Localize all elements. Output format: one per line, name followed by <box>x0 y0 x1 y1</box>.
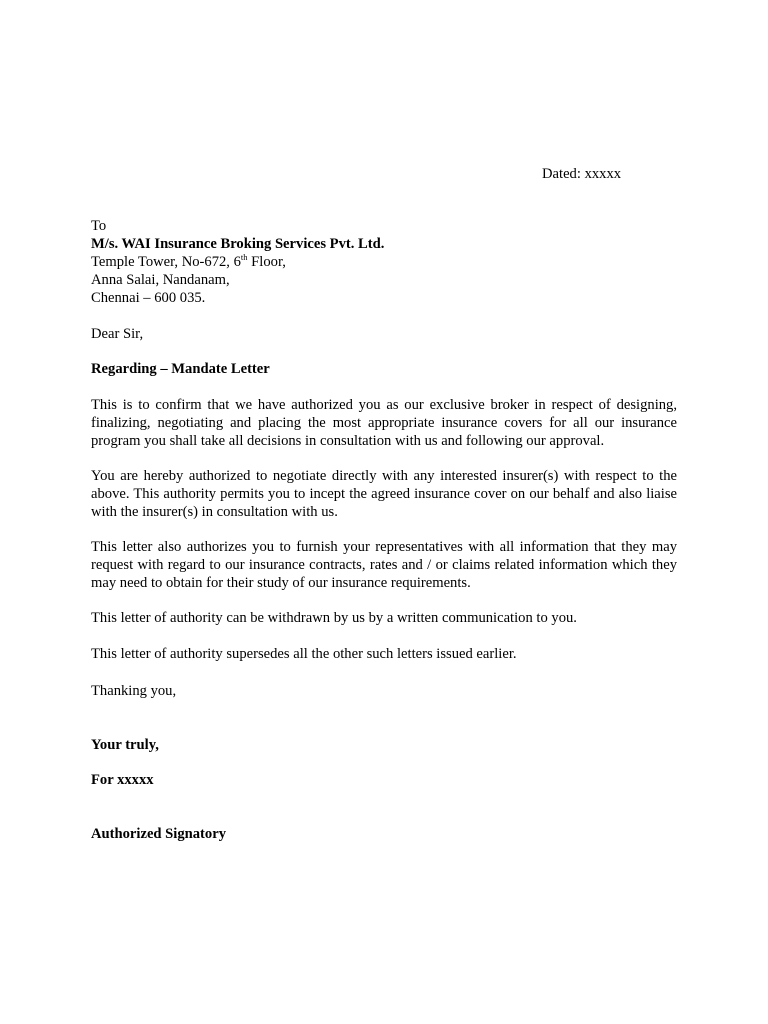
authorized-signatory: Authorized Signatory <box>91 826 226 842</box>
address-line-2: Anna Salai, Nandanam, <box>91 272 230 288</box>
address-line-1 <box>91 253 286 271</box>
for-company: For xxxxx <box>91 772 154 788</box>
dated-value: xxxxx <box>584 166 622 182</box>
body-paragraph: This letter of authority can be withdrawn by us by a written communication to you. <box>91 610 577 626</box>
closing-line: Thanking you, <box>91 683 177 699</box>
body-paragraph: This letter of authority supersedes all the other such letters issued earlier. <box>91 646 517 662</box>
to-label: To <box>91 218 107 234</box>
sign-off: Your truly, <box>91 737 159 753</box>
address-line-1-suffix: Floor, <box>247 254 286 270</box>
dated-label: Dated: <box>542 166 581 182</box>
subject-line: Regarding – Mandate Letter <box>91 361 270 377</box>
address-line-3: Chennai – 600 035. <box>91 290 206 306</box>
addressee-name: M/s. WAI Insurance Broking Services Pvt. Ltd. <box>91 236 385 252</box>
address-line-1-sup: th <box>240 252 248 262</box>
body-paragraph: This is to confirm that we have authorized you as our exclusive broker in respect of designing, finalizing, negotiating and placing the most appropriate insurance covers for all our insurance program you shall take all decisions in consultation with us and following our approval. <box>91 397 677 449</box>
date-line <box>542 165 621 183</box>
body-paragraph: This letter also authorizes you to furnish your representatives with all information that they may request with regard to our insurance contracts, rates and / or claims related information which they may need to obtain for their study of our insurance requirements. <box>91 539 677 591</box>
address-line-1-prefix: Temple Tower, No-672, 6 <box>91 254 241 270</box>
salutation: Dear Sir, <box>91 326 144 342</box>
body-paragraph: You are hereby authorized to negotiate directly with any interested insurer(s) with respect to the above. This authority permits you to incept the agreed insurance cover on our behalf and also liaise with the insurer(s) in consultation with us. <box>91 468 677 520</box>
